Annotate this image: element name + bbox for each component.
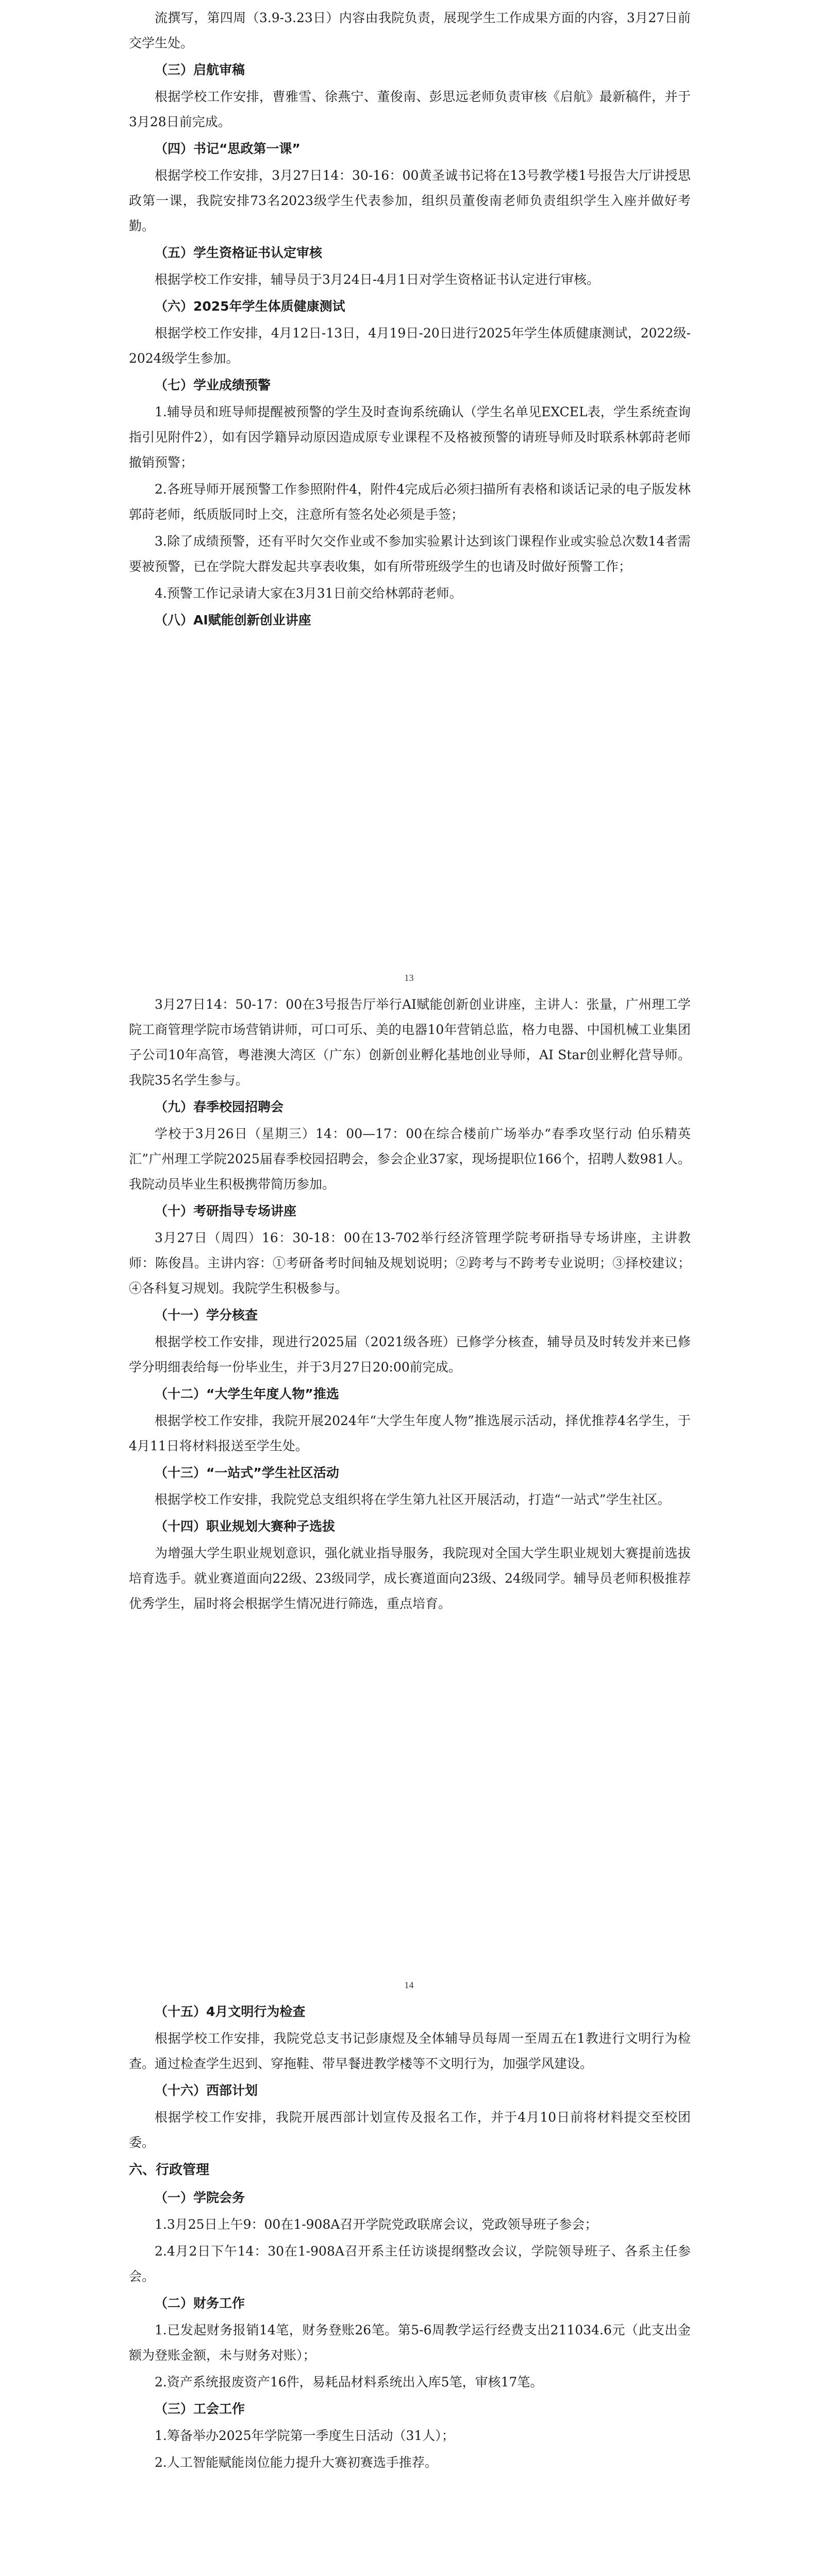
subsection-heading: （六）2025年学生体质健康测试 [155, 299, 345, 314]
paragraph: 4.预警工作记录请大家在3月31日前交给林郭莳老师。 [155, 586, 462, 601]
page-number: 13 [404, 973, 414, 983]
page-15-section [129, 1999, 691, 2477]
subsection-heading: （十四）职业规划大赛种子选拔 [155, 1519, 336, 1534]
subsection-heading: （十）考研指导专场讲座 [155, 1204, 297, 1218]
subsection-heading: （二）财务工作 [155, 2296, 245, 2311]
paragraph: 学校于3月26日（星期三）14：00—17：00在综合楼前广场举办“春季攻坚行动 伯乐精英汇”广州理工学院2025届春季校园招聘会，参会企业37家，现场提职位166个，招聘人数981人。我院动员毕业生积极携带简历参加。 [129, 1126, 691, 1192]
paragraph: 1.已发起财务报销14笔，财务登账26笔。第5-6周教学运行经费支出211034.6元（此支出金额为登账金额，未与财务对账）； [129, 2323, 691, 2363]
subsection-heading: （十二）“大学生年度人物”推选 [155, 1386, 339, 1401]
subsection-heading: （三）工会工作 [155, 2401, 245, 2416]
paragraph: 1.辅导员和班导师提醒被预警的学生及时查询系统确认（学生名单见EXCEL表，学生系统查询指引见附件2），如有因学籍异动原因造成原专业课程不及格被预警的请班导师及时联系林郭莳老师撤销预警； [129, 404, 691, 470]
paragraph: 根据学校工作安排，我院开展西部计划宣传及报名工作，并于4月10日前将材料提交至校团委。 [129, 2110, 691, 2150]
subsection-heading: （十一）学分核查 [155, 1308, 258, 1323]
page-number: 14 [404, 1980, 414, 1990]
paragraph: 3月27日（周四）16：30-18：00在13-702举行经济管理学院考研指导专场讲座，主讲教师：陈俊昌。主讲内容：①考研备考时间轴及规划说明；②跨考与不跨考专业说明；③择校建议；④各科复习规划。我院学生积极参与。 [129, 1230, 691, 1296]
paragraph: 1.筹备举办2025年学院第一季度生日活动（31人）； [155, 2428, 455, 2443]
subsection-heading: （十五）4月文明行为检查 [155, 2004, 306, 2019]
page-13-section [129, 5, 691, 634]
paragraph: 2.各班导师开展预警工作参照附件4，附件4完成后必须扫描所有表格和谈话记录的电子版发林郭莳老师，纸质版同时上交，注意所有签名处必须是手签； [129, 482, 691, 522]
subsection-heading: （一）学院会务 [155, 2190, 245, 2205]
paragraph: 2.人工智能赋能岗位能力提升大赛初赛选手推荐。 [155, 2455, 438, 2470]
paragraph: 根据学校工作安排，4月12日-13日，4月19日-20日进行2025年学生体质健康测试，2022级-2024级学生参加。 [129, 326, 691, 366]
paragraph: 根据学校工作安排，曹雅雪、徐燕宁、董俊南、彭思远老师负责审核《启航》最新稿件，并于3月28日前完成。 [129, 89, 691, 129]
paragraph: 根据学校工作安排，辅导员于3月24日-4月1日对学生资格证书认定进行审核。 [155, 272, 599, 287]
subsection-heading: （三）启航审稿 [155, 62, 245, 77]
paragraph: 根据学校工作安排，我院党总支组织将在学生第九社区开展活动，打造“一站式”学生社区。 [155, 1492, 671, 1507]
subsection-heading: （五）学生资格证书认定审核 [155, 245, 323, 260]
subsection-heading: （九）春季校园招聘会 [155, 1099, 284, 1114]
subsection-heading: （八）AI赋能创新创业讲座 [155, 613, 311, 628]
paragraph: 为增强大学生职业规划意识，强化就业指导服务，我院现对全国大学生职业规划大赛提前选拔培育选手。就业赛道面向22级、23级同学，成长赛道面向23级、24级同学。辅导员老师积极推荐优秀学生，届时将会根据学生情况进行筛选，重点培育。 [129, 1546, 691, 1611]
paragraph: 根据学校工作安排，我院开展2024年“大学生年度人物”推选展示活动，择优推荐4名学生，于4月11日将材料报送至学生处。 [129, 1413, 691, 1453]
paragraph: 流撰写，第四周（3.9-3.23日）内容由我院负责，展现学生工作成果方面的内容，3月27日前交学生处。 [129, 10, 691, 50]
paragraph: 1.3月25日上午9：00在1-908A召开学院党政联席会议，党政领导班子参会； [155, 2217, 598, 2232]
subsection-heading: （十六）西部计划 [155, 2083, 258, 2098]
subsection-heading: （四）书记“思政第一课” [155, 141, 301, 156]
paragraph: 根据学校工作安排，3月27日14：30-16：00黄圣诚书记将在13号教学楼1号报告大厅讲授思政第一课，我院安排73名2023级学生代表参加，组织员董俊南老师负责组织学生入座并做好考勤。 [129, 168, 691, 233]
paragraph: 根据学校工作安排，现进行2025届（2021级各班）已修学分核查，辅导员及时转发并来已修学分明细表给每一份毕业生，并于3月27日20:00前完成。 [129, 1334, 691, 1375]
paragraph: 3.除了成绩预警，还有平时欠交作业或不参加实验累计达到该门课程作业或实验总次数14者需要被预警，已在学院大群发起共享表收集，如有所带班级学生的也请及时做好预警工作； [129, 534, 691, 574]
paragraph: 2.4月2日下午14：30在1-908A召开系主任访谈提纲整改会议，学院领导班子、各系主任参会。 [129, 2244, 691, 2284]
paragraph: 2.资产系统报废资产16件，易耗品材料系统出入库5笔，审核17笔。 [155, 2375, 543, 2389]
page-14-section [129, 992, 691, 1618]
subsection-heading: （七）学业成绩预警 [155, 378, 271, 393]
paragraph: 根据学校工作安排，我院党总支书记彭康煜及全体辅导员每周一至周五在1教进行文明行为检查。通过检查学生迟到、穿拖鞋、带早餐进教学楼等不文明行为，加强学风建设。 [129, 2031, 691, 2071]
paragraph: 3月27日14：50-17：00在3号报告厅举行AI赋能创新创业讲座，主讲人：张量，广州理工学院工商管理学院市场营销讲师，可口可乐、美的电器10年营销总监，格力电器、中国机械工业集团子公司10年高管，粤港澳大湾区（广东）创新创业孵化基地创业导师，AI Star创业孵化营导师。我院35名学生参与。 [129, 997, 691, 1088]
section-heading: 六、行政管理 [129, 2162, 210, 2178]
subsection-heading: （十三）“一站式”学生社区活动 [155, 1465, 339, 1480]
